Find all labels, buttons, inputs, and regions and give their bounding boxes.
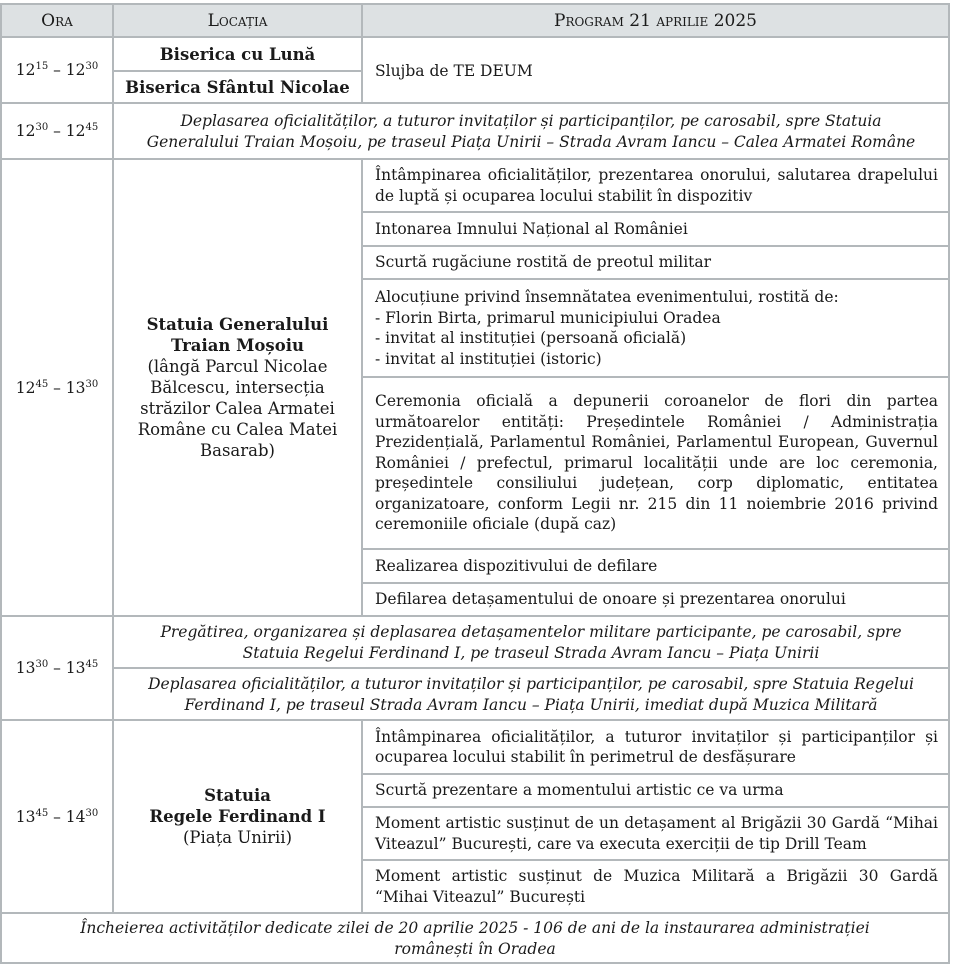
header-program: Program 21 aprilie 2025 xyxy=(362,4,949,37)
footer-row xyxy=(1,913,949,963)
program-cell: Ceremonia oficială a depunerii coroanelor de flori din partea următoarelor entități: Președintele României / Administrația Prezidențială, Parlamentul României, Parlamentul European, Guvernul României / prefectul, primarul localității unde are loc ceremonia, președintele consiliului județean, corp diplomatic, entitatea organizatoare, conform Legii nr. 215 din 11 noiembrie 2016 privind ceremoniile oficiale (după caz) xyxy=(362,377,949,549)
table-row xyxy=(1,720,949,774)
header-ora: Ora xyxy=(1,4,113,37)
time-cell: $12^{30} - 12^{45}$ xyxy=(1,103,113,159)
location-cell: Biserica cu Lună xyxy=(113,37,362,71)
location-cell: Statuia Generalului Traian Moșoiu (lângă Parcul Nicolae Bălcescu, intersecția străzilor Calea Armatei Române cu Calea Matei Basarab) xyxy=(113,159,362,616)
location-cell: Statuia Regele Ferdinand I (Piața Unirii) xyxy=(113,720,362,913)
header-locatia: Locația xyxy=(113,4,362,37)
table-row xyxy=(1,103,949,159)
time-cell: $12^{45} - 13^{30}$ xyxy=(1,159,113,616)
program-cell: Slujba de TE DEUM xyxy=(362,37,949,103)
program-cell: Intonarea Imnului Național al României xyxy=(362,212,949,246)
italic-note-cell: Deplasarea oficialităților, a tuturor invitaților și participanților, pe carosabil, spre Statuia Regelui Ferdinand I, pe traseul Strada Avram Iancu – Piața Unirii, imediat după Muzica Militară xyxy=(113,668,949,720)
program-cell: Realizarea dispozitivului de defilare xyxy=(362,549,949,583)
program-cell: Alocuțiune privind însemnătatea evenimentului, rostită de: - Florin Birta, primarul municipiului Oradea - invitat al instituției (persoană oficială) - invitat al instituției (istoric) xyxy=(362,279,949,377)
closing-note-cell: Încheierea activităților dedicate zilei de 20 aprilie 2025 - 106 de ani de la instaurarea administrației românești în Oradea xyxy=(1,913,949,963)
location-cell: Biserica Sfântul Nicolae xyxy=(113,71,362,103)
table-row xyxy=(1,159,949,212)
time-cell: $13^{45} - 14^{30}$ xyxy=(1,720,113,913)
program-cell: Întâmpinarea oficialităților, a tuturor invitaților și participanților și ocuparea locului stabilit în perimetrul de desfășurare xyxy=(362,720,949,774)
header-row xyxy=(1,4,949,37)
program-table xyxy=(0,3,950,964)
time-cell: $12^{15} - 12^{30}$ xyxy=(1,37,113,103)
italic-note-cell: Deplasarea oficialităților, a tuturor invitaților și participanților, pe carosabil, spre Statuia Generalului Traian Moșoiu, pe traseul Piața Unirii – Strada Avram Iancu – Calea Armatei Române xyxy=(113,103,949,159)
program-cell: Moment artistic susținut de un detașament al Brigăzii 30 Gardă “Mihai Viteazul” București, care va executa exerciții de tip Drill Team xyxy=(362,807,949,860)
table-row xyxy=(1,668,949,720)
time-cell: $13^{30} - 13^{45}$ xyxy=(1,616,113,720)
program-cell: Întâmpinarea oficialităților, prezentarea onorului, salutarea drapelului de luptă și ocuparea locului stabilit în dispozitiv xyxy=(362,159,949,212)
italic-note-cell: Pregătirea, organizarea și deplasarea detașamentelor militare participante, pe carosabil, spre Statuia Regelui Ferdinand I, pe traseul Strada Avram Iancu – Piața Unirii xyxy=(113,616,949,668)
program-cell: Defilarea detașamentului de onoare și prezentarea onorului xyxy=(362,583,949,616)
program-cell: Scurtă prezentare a momentului artistic ce va urma xyxy=(362,774,949,807)
program-cell: Scurtă rugăciune rostită de preotul militar xyxy=(362,246,949,279)
program-cell: Moment artistic susținut de Muzica Militară a Brigăzii 30 Gardă “Mihai Viteazul” București xyxy=(362,860,949,913)
table-row xyxy=(1,616,949,668)
table-row xyxy=(1,37,949,71)
